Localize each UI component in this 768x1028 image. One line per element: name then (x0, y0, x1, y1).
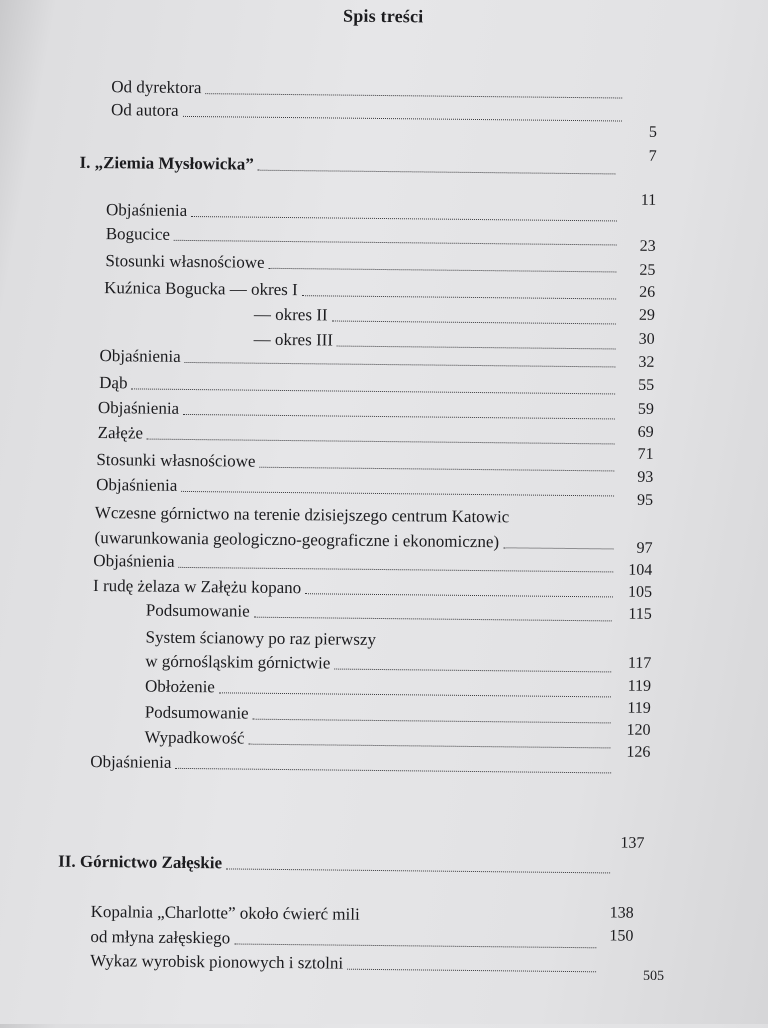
page-number: 95 (636, 491, 654, 509)
entry-label: Dąb (99, 373, 128, 393)
page-number: 5 (648, 123, 657, 141)
page-number: 23 (639, 237, 656, 255)
page-number: 32 (638, 353, 655, 371)
page-number: 71 (637, 445, 654, 463)
entry-label: Od dyrektora (111, 77, 202, 98)
page-number: 69 (637, 423, 654, 441)
page-number: 93 (637, 468, 654, 486)
toc-entry (99, 344, 619, 371)
entry-label: II. Górnictwo Załęskie (58, 851, 223, 873)
entry-label: Stosunki własnościowe (96, 450, 256, 471)
toc-entry (145, 701, 615, 728)
leader-dots (131, 388, 615, 394)
entry-label: I rudę żelaza w Załężu kopano (92, 576, 302, 598)
entry-label: Objaśnienia (96, 475, 178, 495)
leader-dots (181, 491, 614, 497)
toc-entry (90, 750, 615, 777)
leader-dots (254, 617, 612, 622)
page-number: 115 (628, 605, 652, 623)
entry-label: Podsumowanie (145, 600, 250, 621)
leader-dots (183, 414, 615, 420)
page-title: Spis treści (342, 5, 424, 27)
page-number: 59 (637, 400, 655, 418)
page-number: 137 (620, 834, 645, 852)
page-number: 55 (638, 376, 655, 394)
entry-label: Obłożenie (144, 676, 215, 697)
entry-label: w górnośląskim górnictwie (145, 651, 331, 673)
entry-label: Kopalnia „Charlotte” około ćwierć mili (90, 901, 360, 924)
toc-entry (98, 396, 619, 423)
toc-entry (95, 501, 615, 528)
page-number: 7 (648, 147, 657, 165)
leader-dots (226, 868, 610, 873)
toc-entry (106, 198, 621, 225)
leader-dots (248, 744, 610, 749)
entry-label: Objaśnienia (99, 346, 181, 366)
entry-label: Bogucice (105, 224, 171, 244)
entry-label: Objaśnienia (90, 751, 172, 772)
leader-dots (178, 567, 613, 573)
page-number: 120 (626, 721, 651, 739)
page-number: 138 (609, 904, 634, 922)
toc-entry (90, 949, 600, 976)
leader-dots (234, 943, 596, 948)
page-number: 104 (628, 561, 653, 579)
leader-dots (334, 669, 611, 673)
entry-label: Objaśnienia (93, 551, 175, 571)
leader-dots (147, 439, 615, 445)
leader-dots (258, 170, 616, 175)
page-number: 11 (640, 191, 657, 209)
page-number: 30 (638, 330, 655, 348)
entry-label: Wypadkowość (144, 727, 245, 748)
entry-label: Stosunki własnościowe (105, 251, 265, 272)
leader-dots (253, 719, 611, 724)
leader-dots (332, 320, 616, 324)
entry-label: Wczesne górnictwo na terenie dzisiejszego centrum Katowic (94, 503, 510, 527)
entry-label: (uwarunkowania geologiczno-geograficzne i ekonomiczne) (94, 528, 500, 552)
entry-label: Kuźnica Bogucka — okres I (104, 278, 298, 300)
toc-entry (111, 98, 626, 125)
toc-entry (90, 925, 600, 952)
leader-dots (259, 467, 614, 472)
leader-dots (174, 240, 617, 246)
toc-entry (145, 675, 615, 702)
leader-dots (205, 93, 622, 98)
entry-label: — okres II (253, 304, 328, 325)
toc-chapter-heading (79, 151, 619, 179)
toc-entry (144, 726, 614, 753)
page-number: 117 (627, 654, 652, 672)
page-number: 25 (639, 261, 656, 279)
toc-entry (254, 303, 620, 329)
page-number: 26 (639, 283, 656, 301)
leader-dots (269, 268, 617, 273)
entry-label: System ścianowy po raz pierwszy (145, 627, 377, 649)
folio-page-number: 505 (642, 968, 665, 984)
page-number: 119 (627, 699, 651, 717)
leader-dots (219, 692, 611, 697)
entry-label: Od autora (110, 100, 179, 120)
page-number: 126 (626, 743, 651, 761)
leader-dots (175, 768, 611, 774)
toc-entry (98, 421, 619, 448)
page-number: 150 (609, 927, 634, 945)
toc-entry (96, 473, 618, 500)
toc-entry (106, 222, 621, 249)
toc-entry (91, 900, 411, 925)
toc-entry (145, 650, 615, 677)
toc-entry (99, 371, 619, 398)
toc-entry (93, 574, 617, 601)
toc-entry (146, 599, 616, 626)
toc-entry (96, 448, 618, 475)
entry-label: Wykaz wyrobisk pionowych i sztolni (90, 950, 344, 973)
leader-dots (347, 969, 596, 973)
entry-label: Załęże (97, 423, 144, 443)
leader-dots (185, 362, 616, 368)
page-number: 119 (627, 677, 652, 695)
toc-entry (104, 276, 620, 303)
entry-label: od młyna załęskiego (90, 926, 231, 948)
toc-entry (105, 249, 620, 276)
entry-label: — okres III (253, 329, 334, 350)
leader-dots (183, 116, 622, 122)
entry-label: Objaśnienia (97, 398, 180, 418)
entry-label: Podsumowanie (144, 702, 249, 723)
leader-dots (305, 593, 613, 597)
page-number: 29 (638, 306, 656, 324)
toc-entry (145, 626, 585, 653)
entry-label: Objaśnienia (105, 200, 188, 220)
page-number: 105 (627, 583, 653, 601)
leader-dots (302, 295, 616, 299)
toc-chapter-heading (58, 850, 614, 878)
leader-dots (191, 216, 617, 221)
page-number: 97 (636, 539, 653, 557)
toc-entry (93, 549, 617, 576)
entry-label: I. „Ziemia Mysłowicka” (79, 152, 254, 174)
